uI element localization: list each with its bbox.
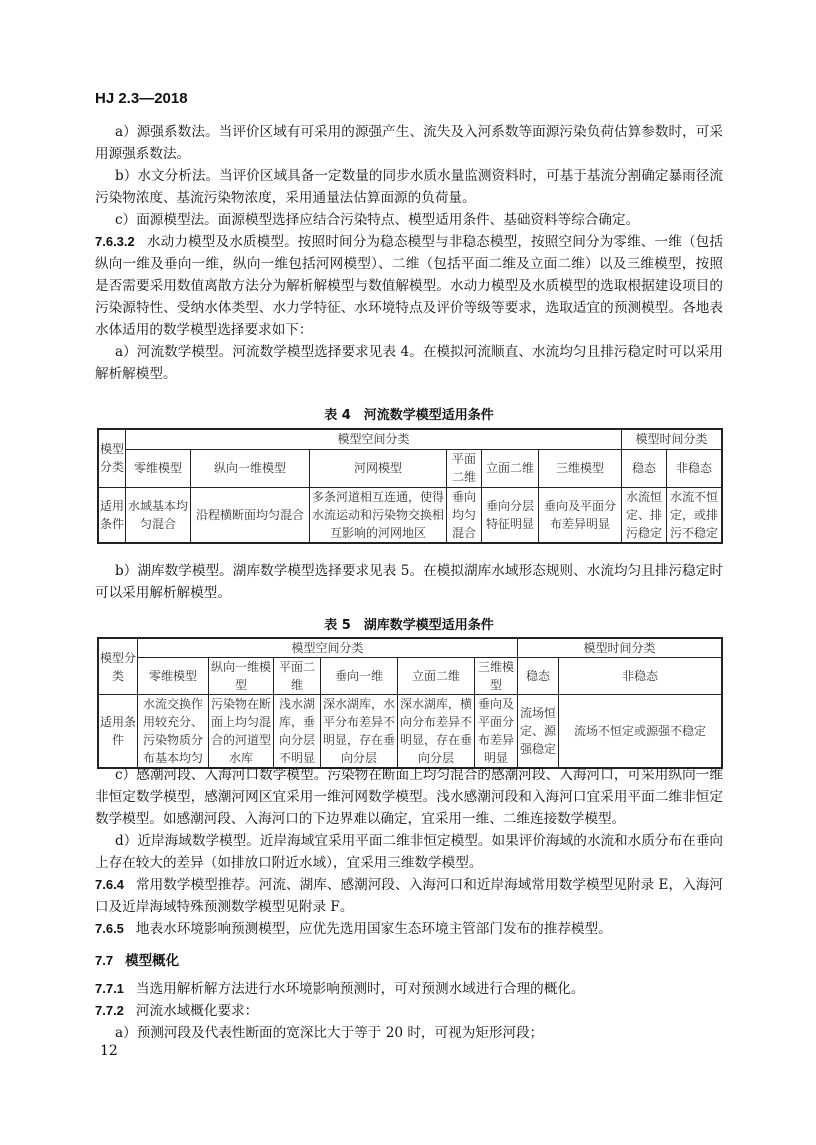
paragraph: b）水文分析法。当评价区域具备一定数量的同步水质水量监测资料时，可基于基流分割确定暴雨径流污染物浓度、基流污染物浓度，采用通量法估算面源的负荷量。 — [95, 168, 723, 206]
col-head: 河网模型 — [310, 449, 447, 487]
clause-number: 7.6.5 — [95, 921, 124, 936]
col-head: 非稳态 — [667, 449, 723, 487]
clause-text: 地表水环境影响预测模型，应优先选用国家生态环境主管部门发布的推荐模型。 — [135, 921, 612, 937]
paragraph: a）预测河段及代表性断面的宽深比大于等于 20 时，可视为矩形河段； — [115, 1025, 544, 1041]
cell: 流场不恒定或源强不稳定 — [559, 695, 723, 769]
cell: 水流恒定、排污稳定 — [622, 487, 667, 543]
paragraph: d）近岸海域数学模型。近岸海域宜采用平面二维非恒定模型。如果评价海域的水流和水质分布在垂向上存在较大的差异（如排放口附近水域），宜采用三维数学模型。 — [95, 833, 723, 871]
col-head: 立面二维 — [398, 658, 475, 695]
section-7-7-heading — [95, 950, 723, 972]
cell: 垂向及平面分布差异明显 — [475, 695, 518, 769]
cell: 污染物在断面上均匀混合的河道型水库 — [209, 695, 274, 769]
cell: 多条河道相互连通，使得水流运动和污染物交换相互影响的河网地区 — [310, 487, 447, 543]
col-head: 平面二维 — [447, 449, 482, 487]
table4 — [97, 428, 723, 544]
col-head: 三维模型 — [539, 449, 622, 487]
cell: 水域基本均匀混合 — [126, 487, 191, 543]
clause-text: 常用数学模型推荐。河流、湖库、感潮河段、入海河口和近岸海域常用数学模型见附录 E，入海河口及近岸海域特殊预测数学模型见附录 F。 — [95, 877, 723, 915]
col-head: 稳态 — [518, 658, 559, 695]
section-text-3 — [95, 764, 723, 1044]
paragraph: a）河流数学模型。河流数学模型选择要求见表 4。在模拟河流顺直、水流均匀且排污稳定时可以采用解析解模型。 — [95, 344, 723, 382]
table5 — [97, 637, 723, 769]
col-head: 纵向一维模型 — [209, 658, 274, 695]
cell: 垂向及平面分布差异明显 — [539, 487, 622, 543]
col-head: 零维模型 — [126, 449, 191, 487]
clause-number: 7.6.3.2 — [95, 234, 135, 249]
cell: 垂向均匀混合 — [447, 487, 482, 543]
cell: 深水湖库，横向分布差异不明显，存在垂向分层 — [398, 695, 475, 769]
section-number: 7.7 — [95, 953, 114, 968]
paragraph: c）感潮河段、入海河口数学模型。污染物在断面上均匀混合的感潮河段、入海河口，可采用纵向一维非恒定数学模型，感潮河网区宜采用一维河网数学模型。浅水感潮河段和入海河口宜采用平面二维非恒定数学模型。如感潮河段、入海河口的下边界难以确定，宜采用一维、二维连接数学模型。 — [95, 767, 723, 827]
cond-head: 适用条件 — [98, 487, 126, 543]
cell: 水流不恒定，或排污不稳定 — [667, 487, 723, 543]
paragraph: b）湖库数学模型。湖库数学模型选择要求见表 5。在模拟湖库水域形态规则、水流均匀且排污稳定时可以采用解析解模型。 — [95, 563, 723, 601]
col-head: 平面二维 — [274, 658, 321, 695]
clause-7-7-1 — [95, 978, 723, 1000]
clause-7-6-3-2 — [95, 231, 723, 341]
space-head: 模型空间分类 — [126, 429, 622, 449]
cell: 沿程横断面均匀混合 — [191, 487, 310, 543]
paragraph: c）面源模型法。面源模型选择应结合污染特点、模型适用条件、基础资料等综合确定。 — [115, 212, 640, 228]
col-head: 纵向一维模型 — [191, 449, 310, 487]
time-head: 模型时间分类 — [622, 429, 723, 449]
clause-text: 河流水域概化要求： — [135, 1003, 259, 1019]
section-text-2 — [95, 560, 723, 604]
space-head: 模型空间分类 — [138, 638, 518, 658]
col-head: 非稳态 — [559, 658, 723, 695]
col-head: 三维模型 — [475, 658, 518, 695]
table4-title: 表 4 河流数学模型适用条件 — [324, 408, 494, 423]
clause-7-7-2 — [95, 1000, 723, 1022]
table5-title: 表 5 湖库数学模型适用条件 — [324, 618, 494, 633]
col-head: 零维模型 — [138, 658, 209, 695]
clause-number: 7.7.2 — [95, 1003, 124, 1018]
cond-head: 适用条件 — [98, 695, 138, 769]
section-text-1 — [95, 121, 723, 385]
col-head: 稳态 — [622, 449, 667, 487]
clause-number: 7.7.1 — [95, 981, 124, 996]
section-title: 模型概化 — [125, 953, 180, 968]
cell: 浅水湖库，垂向分层不明显 — [274, 695, 321, 769]
clause-7-6-4 — [95, 874, 723, 918]
clause-number: 7.6.4 — [95, 877, 124, 892]
cell: 水流交换作用较充分、污染物质分布基本均匀 — [138, 695, 209, 769]
row-head: 模型分类 — [98, 638, 138, 695]
row-head: 模型分类 — [98, 429, 126, 487]
clause-7-6-5 — [95, 918, 723, 940]
cell: 垂向分层特征明显 — [482, 487, 539, 543]
cell: 深水湖库，水平分布差异不明显，存在垂向分层 — [321, 695, 398, 769]
standard-header: HJ 2.3—2018 — [95, 90, 188, 107]
col-head: 立面二维 — [482, 449, 539, 487]
clause-text: 水动力模型及水质模型。按照时间分为稳态模型与非稳态模型，按照空间分为零维、一维（包括纵向一维及垂向一维，纵向一维包括河网模型）、二维（包括平面二维及立面二维）以及三维模型，按照是否需要采用数值离散方法分为解析解模型与数值解模型。水动力模型及水质模型的选取根据建设项目的污染源特性、受纳水体类型、水力学特征、水环境特点及评价等级等要求，选取适宜的预测模型。各地表水体适用的数学模型选择要求如下： — [95, 234, 723, 338]
paragraph: a）源强系数法。当评价区域有可采用的源强产生、流失及入河系数等面源污染负荷估算参数时，可采用源强系数法。 — [95, 124, 723, 162]
time-head: 模型时间分类 — [518, 638, 723, 658]
clause-text: 当选用解析解方法进行水环境影响预测时，可对预测水域进行合理的概化。 — [135, 981, 585, 997]
page-number: 12 — [100, 1043, 118, 1059]
cell: 流场恒定、源强稳定 — [518, 695, 559, 769]
col-head: 垂向一维 — [321, 658, 398, 695]
